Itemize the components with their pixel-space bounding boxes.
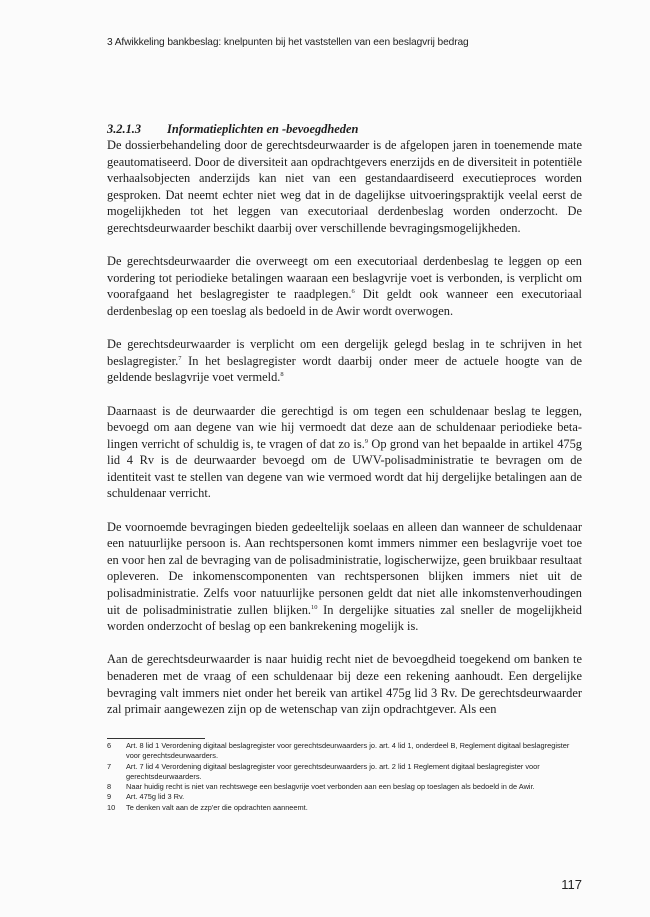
footnote-number: 6 <box>107 741 112 750</box>
section-number: 3.2.1.3 <box>107 122 142 136</box>
footnote-text: Naar huidig recht is niet van rechtswege een beslagvrije voet verbonden aan een beslag op toeslagen als bedoeld in de Awir. <box>126 782 535 792</box>
footnote-7 <box>107 762 582 783</box>
paragraph-text: De voornoemde bevragingen bieden gedeeltelijk soelaas en alleen dan wanneer de schuldenaar een natuurlijke persoon is. Aan rechtspersonen komt immers nimmer een beslagvrije voet toe en voor hen zal de bevraging van de polisadministratie, logischerwijze, geen bruikbaar resultaat opleveren. De inkomenscomponenten van rechtspersonen blijken immers niet uit de polisadministratie. Zelfs voor natuurlijke personen geldt dat niet alle inkomstenverhoudingen uit de polisadministratie zullen blijken. <box>107 519 582 617</box>
footnote-ref[interactable]: 6 <box>351 288 355 296</box>
footnote-ref[interactable]: 7 <box>178 354 182 362</box>
paragraph-6 <box>107 651 582 717</box>
paragraph-text: In dergelijke situaties zal sneller de mogelijkheid worden onderzocht of beslag op een bankrekening mogelijk is. <box>107 602 582 634</box>
footnote-ref[interactable]: 10 <box>311 603 318 611</box>
footnote-divider <box>107 738 205 739</box>
paragraph-text: In het beslagregister wordt daarbij onder meer de actuele hoogte van de geldende beslagvrije voet vermeld. <box>107 353 582 385</box>
section-heading <box>107 121 582 137</box>
main-content <box>107 121 582 734</box>
section-title: Informatieplichten en -bevoegdheden <box>167 122 359 136</box>
footnote-number: 8 <box>107 782 112 792</box>
paragraph-text: Daarnaast is de deurwaarder die gerechtigd is om tegen een schuldenaar beslag te leggen, bevoegd om aan degene van wie hij vermoedt dat deze aan de schuldenaar periodieke betalingen verricht of schuldig is, te vragen of dat zo is. <box>107 403 582 451</box>
footnote-number: 9 <box>107 792 112 802</box>
footnote-number: 10 <box>107 802 116 812</box>
paragraph-1 <box>107 137 582 237</box>
footnotes <box>107 741 582 813</box>
paragraph-4 <box>107 403 582 503</box>
paragraph-text: Op grond van het bepaalde in artikel 475g lid 4 Rv is de deurwaarder bevoegd om de UWV-polisadministratie te bevragen om de identiteit vast te stellen van degene van wie vermoed wordt dat hij dergelijke betalingen aan de schuldenaar verricht. <box>107 436 582 501</box>
paragraph-text: De gerechtsdeurwaarder is verplicht om een dergelijk gelegd beslag in te schrijven in het beslagregister. <box>107 337 582 368</box>
footnote-9 <box>107 792 582 802</box>
footnote-text: Art. 8 lid 1 Verordening digitaal beslagregister voor gerechtsdeurwaarders jo. art. 4 lid 1, onderdeel B, Reglement digitaal beslagregister voor gerechtsdeurwaarders. <box>126 741 570 761</box>
paragraph-text: De gerechtsdeurwaarder die overweegt om een executoriaal derdenbeslag te leggen op een vordering tot periodieke betalingen waaraan een beslagvrije voet is verbonden, is verplicht om voorafgaand het beslagregister te raadplegen. <box>107 254 582 302</box>
paragraph-3 <box>107 336 582 386</box>
footnote-number: 7 <box>107 761 112 771</box>
paragraph-5 <box>107 519 582 635</box>
footnote-ref[interactable]: 9 <box>364 437 369 445</box>
footnote-text: Art. 7 lid 4 Verordening digitaal beslagregister voor gerechtsdeurwaarders jo. art. 2 lid 1 Reglement digitaal beslagregister voor gerechtsdeurwaarders. <box>126 761 540 781</box>
footnote-text: Art. 475g lid 3 Rv. <box>126 792 185 802</box>
footnote-6 <box>107 741 582 762</box>
paragraph-text: Aan de gerechtsdeurwaarder is naar huidig recht niet de bevoegdheid toegekend om banken te benaderen met de vraag of een schuldenaar bij deze een rekening aanhoudt. Een dergelijke bevraging valt immers niet onder het bereik van artikel 475g lid 3 Rv. De gerechtsdeurwaarder zal primair aangewezen zijn op de wetenschap van zijn opdrachtgever. Als een <box>107 652 582 717</box>
paragraph-2 <box>107 253 582 319</box>
paragraph-text: Dit geldt ook wanneer een executoriaal derdenbeslag op een toeslag als bedoeld in de Awir wordt overwogen. <box>107 287 582 318</box>
footnote-ref[interactable]: 8 <box>280 371 284 379</box>
page-number: 117 <box>561 877 582 892</box>
running-header: 3 Afwikkeling bankbeslag: knelpunten bij het vaststellen van een beslagvrij bedrag <box>107 37 469 48</box>
footnote-8 <box>107 782 582 792</box>
paragraph-text: De dossierbehandeling door de gerechtsdeurwaarder is de afgelopen jaren in toenemende mate geautomatiseerd. Door de diversiteit aan opdrachtgevers enerzijds en de diversiteit in potentiële verhaalsobjecten anderzijds kan niet van een gestandaardiseerd executieproces worden gesproken. Dat neemt echter niet weg dat in de dagelijkse uitvoeringspraktijk veelal eerst de mogelijkheden tot het leggen van executoriaal derdenbeslag worden onderzocht. De gerechtsdeurwaarder beschikt daarbij over verschillende bevragingsmogelijkheden. <box>107 138 582 235</box>
footnote-text: Te denken valt aan de zzp'er die opdrachten aanneemt. <box>126 802 308 812</box>
footnote-10 <box>107 803 582 813</box>
